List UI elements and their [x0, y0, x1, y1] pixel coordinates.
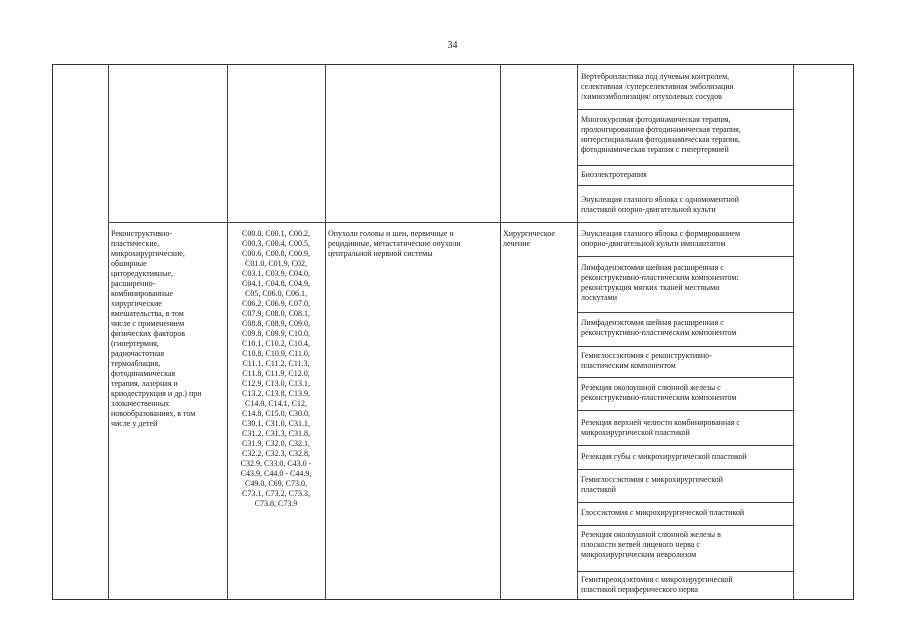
- method-separator: [577, 222, 793, 223]
- method-item: Резекция верхней челюсти комбинированная с микрохирургической пластикой: [581, 418, 740, 437]
- method-separator: [577, 109, 793, 110]
- method-item: Глоссэктомия с микрохирургической пластикой: [581, 508, 745, 517]
- method-item: Биоэлектротерапия: [581, 170, 647, 179]
- method-separator: [577, 502, 793, 503]
- method-item: Гемиглоссэктомия с реконструктивно- пластическим компонентом: [581, 351, 712, 370]
- method-separator: [577, 571, 793, 572]
- treatment-type-cell: Хирургическое лечение: [503, 229, 555, 248]
- method-separator: [577, 525, 793, 526]
- column-border: [577, 65, 578, 599]
- column-border: [500, 65, 501, 599]
- codes-cell: С00.0, С00.1, С00.2, С00.3, С00.4, С00.5, С00.6, С00.8, С00.9, С01.0, С01.9, С02, С03.1, С03.9, С04.0, С04.1, С04.8, С04.9, С05, С06.0, С06.1, С06.2, С06.9, С07.0, С07.9, С08.0, С08.1, С08.8, С08.9, С09.0, С09.8, С09.9, С10.0, С10.1, С10.2, С10.4, С10.8, С10.9, С11.0, С11.1, С11.2, С11.3, С11.8, С11.9, С12.0, С12.9, С13.0, С13.1, С13.2, С13.8, С13.9, С14.0, С14.1, С12, С14.8, С15.0, С30.0, С30.1, С31.0, С31.1, С31.2, С31.3, С31.8, С31.9, С32.0, С32.1, С32.2, С32.3, С32.8, С32.9, С33.0, С43.0 - С43.9, С44.0 - С44.9, С49.0, С69, С73.0, С73.1, С73.2, С73.3, С73.8, С73.9: [240, 229, 312, 508]
- diagnosis-cell: Опухоли головы и шеи, первичные и рецидивные, метастатические опухоли центральной нервной системы: [328, 229, 461, 258]
- method-separator: [577, 445, 793, 446]
- method-separator: [577, 165, 793, 166]
- method-item: Вертебропластика под лучевым контролем, селективная /суперселективная эмболизация /химиоэмболизация/ опухолевых сосудов: [581, 72, 734, 101]
- column-border: [108, 65, 109, 599]
- page-number: 34: [447, 40, 458, 51]
- method-separator: [577, 469, 793, 470]
- method-item: Лимфаденэктомия шейная расширенная с реконструктивно-пластическим компонентом: [581, 318, 737, 337]
- method-item: Энуклеация глазного яблока с одномоментной пластикой опорно-двигательной культи: [581, 195, 740, 214]
- column-border: [325, 65, 326, 599]
- method-item: Резекция губы с микрохирургической пластикой: [581, 452, 747, 461]
- row-separator: [108, 222, 578, 223]
- method-separator: [577, 346, 793, 347]
- method-separator: [577, 312, 793, 313]
- method-item: Лимфаденэктомия шейная расширенная с реконструктивно-пластическим компонентом: реконструкция мягких тканей местными лоскутами: [581, 263, 739, 302]
- method-item: Гемитиреоидэктомия с микрохирургической пластикой периферического нерва: [581, 575, 733, 594]
- method-separator: [577, 377, 793, 378]
- method-item: Гемиглоссэктомия с микрохирургической пластикой: [581, 475, 724, 494]
- method-separator: [577, 185, 793, 186]
- method-separator: [577, 410, 793, 411]
- method-item: Резекция околоушной слюнной железы в плоскости ветвей лицевого нерва с микрохирургическим невролизом: [581, 530, 721, 559]
- column-border: [793, 65, 794, 599]
- method-item: Многокурсовая фотодинамическая терапия, пролонгированная фотодинамическая терапия, интерстициальная фотодинамическая терапия, фотодинамическая терапия с гипертермией: [581, 115, 741, 154]
- method-separator: [577, 256, 793, 257]
- method-item: Резекция околоушной слюнной железы с реконструктивно-пластическим компонентом: [581, 383, 737, 402]
- method-item: Энуклеация глазного яблока с формированием опорно-двигательной культи имплантатом: [581, 229, 741, 248]
- profile-cell: Реконструктивно- пластические, микрохирургические, обширные циторедуктивные, расширенно- комбинированные хирургические вмешательства, в том числе с применением физических факторов (гипертермия, радиочастотная термоаблация, фотодинамическая терапия, лазерная и криодеструкция и др.) при злокачественных новообразованиях, в том числе у детей: [111, 229, 202, 428]
